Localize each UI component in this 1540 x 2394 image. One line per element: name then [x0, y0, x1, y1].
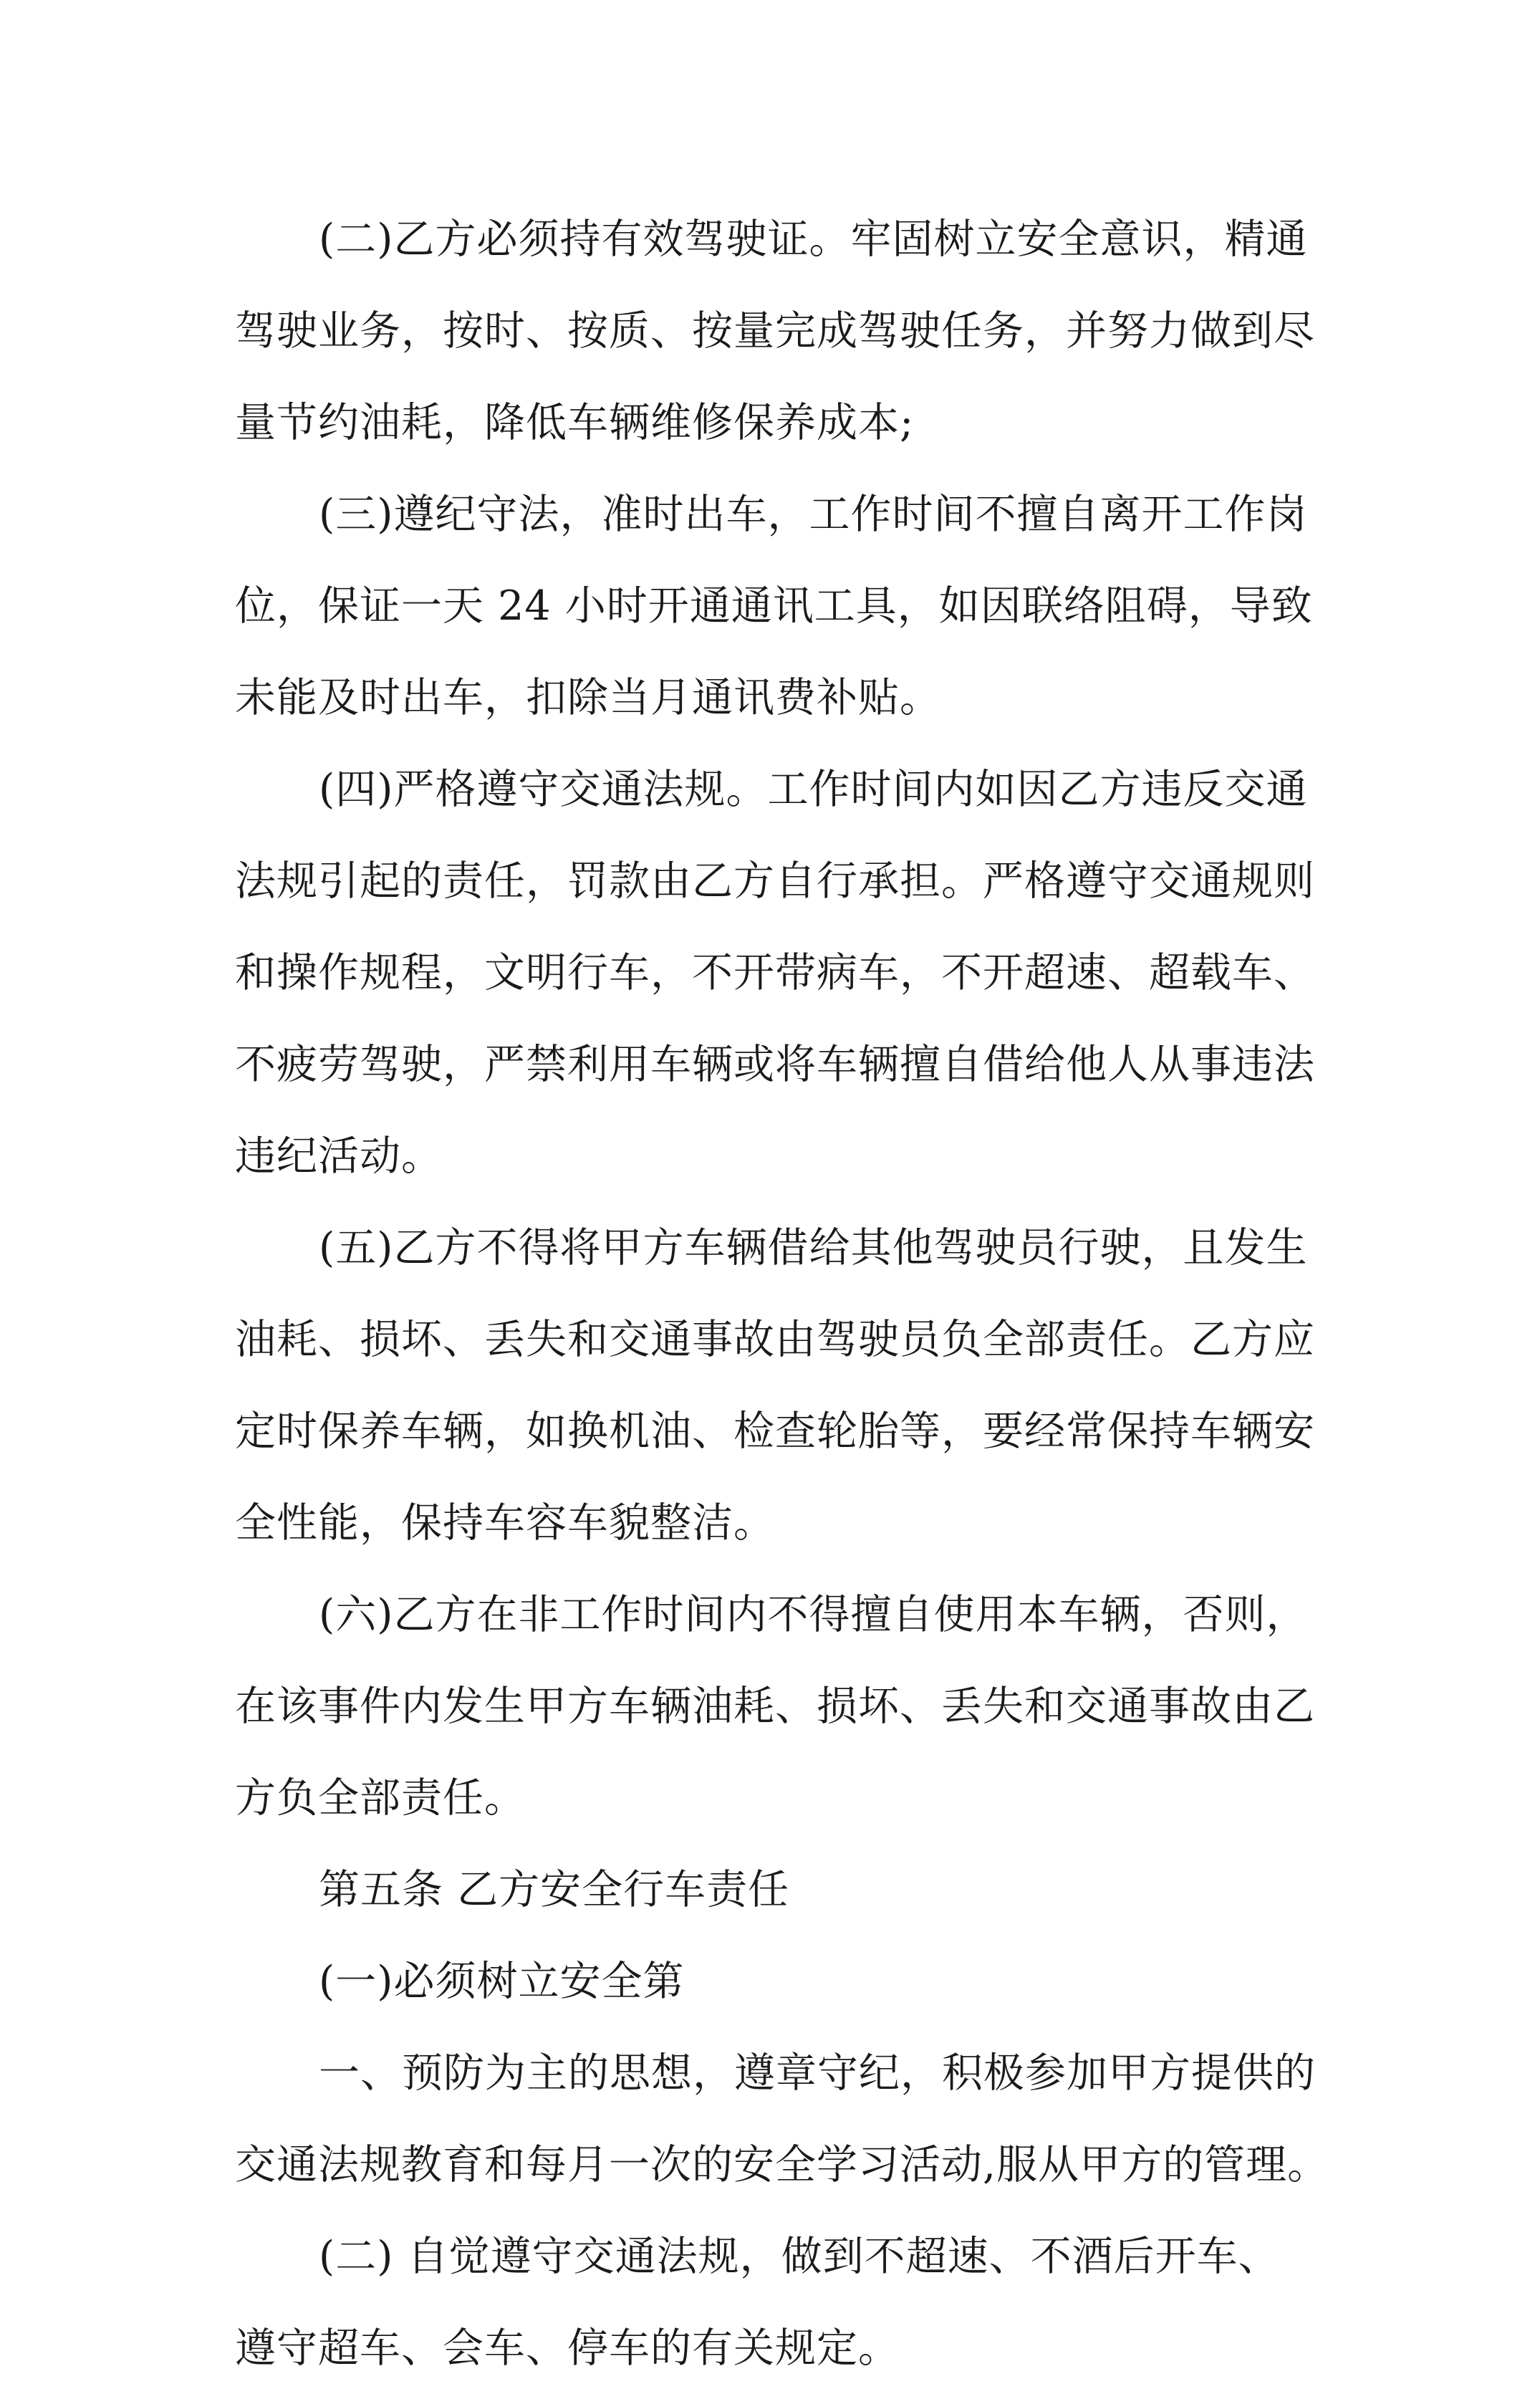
paragraph: [235, 2027, 1329, 2211]
paragraph: [235, 1569, 1324, 1844]
text-line: (二) 自觉遵守交通法规，做到不超速、不酒后开车、: [319, 2233, 1280, 2280]
text-line: 在该事件内发生甲方车辆油耗、损坏、丢失和交通事故由乙: [235, 1683, 1315, 1730]
text-line: 量节约油耗，降低车辆维修保养成本;: [235, 399, 915, 446]
paragraph: [235, 1936, 1324, 2027]
text-line: 违纪活动。: [235, 1133, 443, 1180]
text-line: 遵守超车、会车、停车的有关规定。: [235, 2325, 900, 2372]
paragraph: [235, 1202, 1324, 1569]
text-line: 法规引起的责任，罚款由乙方自行承担。严格遵守交通规则: [235, 857, 1315, 905]
text-line: 定时保养车辆，如换机油、检查轮胎等，要经常保持车辆安: [235, 1408, 1315, 1455]
text-line: 全性能，保持车容车貌整洁。: [235, 1499, 775, 1547]
text-line: 驾驶业务，按时、按质、按量完成驾驶任务，并努力做到尽: [235, 307, 1315, 355]
paragraph: [235, 193, 1324, 468]
paragraph: [235, 468, 1324, 744]
text-line: 不疲劳驾驶，严禁利用车辆或将车辆擅自借给他人从事违法: [235, 1041, 1315, 1088]
paragraph: [235, 2211, 1324, 2394]
text-line: 未能及时出车，扣除当月通讯费补贴。: [235, 674, 941, 721]
paragraph: [235, 744, 1324, 1202]
text-line: 交通法规教育和每月一次的安全学习活动,服从甲方的管理。: [235, 2141, 1329, 2188]
text-line: (一)必须树立安全第: [319, 1958, 685, 2005]
text-line: 第五条 乙方安全行车责任: [319, 1866, 790, 1913]
text-line: 位，保证一天 24 小时开通通讯工具，如因联络阻碍，导致: [235, 582, 1313, 630]
text-line: (四)严格遵守交通法规。工作时间内如因乙方违反交通: [319, 766, 1308, 813]
text-line: 一、预防为主的思想，遵章守纪，积极参加甲方提供的: [319, 2049, 1316, 2097]
text-line: 油耗、损坏、丢失和交通事故由驾驶员负全部责任。乙方应: [235, 1316, 1315, 1363]
text-line: (六)乙方在非工作时间内不得擅自使用本车辆，否则，: [319, 1591, 1308, 1638]
text-line: (五)乙方不得将甲方车辆借给其他驾驶员行驶，且发生: [319, 1224, 1308, 1271]
text-line: (二)乙方必须持有效驾驶证。牢固树立安全意识，精通: [319, 216, 1308, 263]
text-line: (三)遵纪守法，准时出车，工作时间不擅自离开工作岗: [319, 491, 1308, 538]
section-heading: [235, 1844, 1324, 1936]
document-body: [235, 193, 1329, 2394]
text-line: 和操作规程，文明行车，不开带病车，不开超速、超载车、: [235, 949, 1315, 996]
text-line: 方负全部责任。: [235, 1774, 526, 1822]
